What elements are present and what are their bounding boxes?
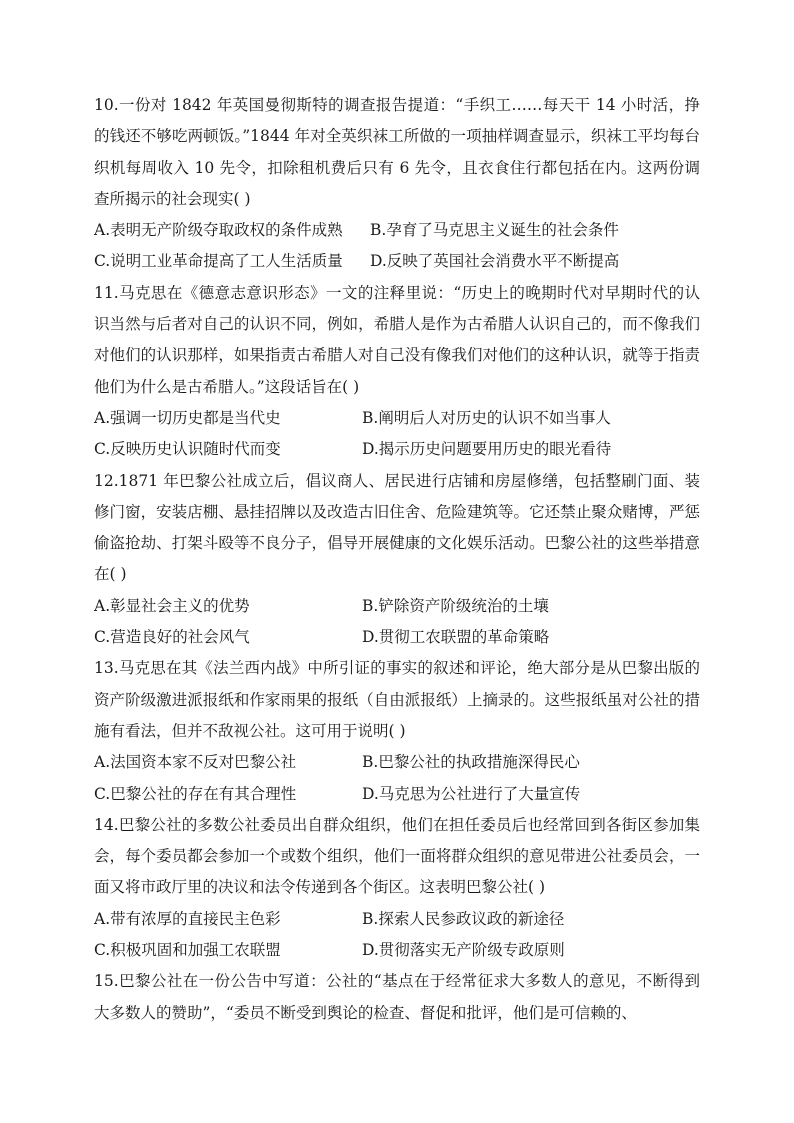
question-11 [94, 278, 700, 466]
question-stem: 12.1871 年巴黎公社成立后，倡议商人、居民进行店铺和房屋修缮，包括整刷门面、装修门窗，安装店棚、悬挂招牌以及改造古旧住舍、危险建筑等。它还禁止聚众赌博，严惩偷盗抢劫、打架斗殴等不良分子，倡导开展健康的文化娱乐活动。巴黎公社的这些举措意在( ) [94, 471, 700, 584]
option-d: D.反映了英国社会消费水平不断提高 [370, 252, 620, 271]
question-stem: 13.马克思在其《法兰西内战》中所引证的事实的叙述和评论，绝大部分是从巴黎出版的资产阶级激进派报纸和作家雨果的报纸（自由派报纸）上摘录的。这些报纸虽对公社的措施有看法，但并不敌视公社。这可用于说明( ) [94, 659, 700, 740]
question-stem: 14.巴黎公社的多数公社委员出自群众组织，他们在担任委员后也经常回到各街区参加集会，每个委员都会参加一个或数个组织，他们一面将群众组织的意见带进公社委员会，一面又将市政厅里的决议和法令传递到各个街区。这表明巴黎公社( ) [94, 815, 700, 897]
answer-options [94, 215, 700, 278]
option-d: D.揭示历史问题要用历史的眼光看待 [362, 440, 612, 459]
option-c: C.积极巩固和加强工农联盟 [94, 941, 281, 960]
option-a: A.带有浓厚的直接民主色彩 [94, 909, 281, 928]
option-a: A.强调一切历史都是当代史 [94, 408, 281, 427]
question-stem: 11.马克思在《德意志意识形态》一文的注释里说：“历史上的晚期时代对早期时代的认识当然与后者对自己的认识不同，例如，希腊人是作为古希腊人认识自己的，而不像我们对他们的认识那样，如果指责古希腊人对自己没有像我们对他们的这种认识，就等于指责他们为什么是古希腊人。”这段话旨在( ) [94, 283, 700, 396]
exam-page [94, 90, 700, 1029]
option-c: C.巴黎公社的存在有其合理性 [94, 784, 297, 803]
question-14 [94, 810, 700, 966]
option-d: D.马克思为公社进行了大量宣传 [362, 784, 581, 803]
option-a: A.彰显社会主义的优势 [94, 596, 250, 615]
option-b: B.铲除资产阶级统治的土壤 [362, 596, 549, 615]
question-stem: 15.巴黎公社在一份公告中写道：公社的“基点在于经常征求大多数人的意见，不断得到大多数人的赞助”，“委员不断受到舆论的检查、督促和批评，他们是可信赖的、 [94, 972, 700, 1022]
option-b: B.阐明后人对历史的认识不如当事人 [362, 408, 611, 427]
answer-options [94, 747, 700, 810]
option-b: B.孕育了马克思主义诞生的社会条件 [370, 221, 619, 240]
question-10 [94, 90, 700, 278]
option-a: A.表明无产阶级夺取政权的条件成熟 [94, 221, 343, 240]
answer-options [94, 904, 700, 967]
question-13 [94, 653, 700, 809]
answer-options [94, 591, 700, 654]
option-b: B.探索人民参政议政的新途径 [362, 909, 565, 928]
question-stem: 10.一份对 1842 年英国曼彻斯特的调查报告提道：“手织工……每天干 14 小时活，挣的钱还不够吃两顿饭。”1844 年对全英织袜工所做的一项抽样调查显示，织袜工平均每台织机每周收入 10 先令，扣除租机费后只有 6 先令，且衣食住行都包括在内。这两份调查所揭示的社会现实( ) [94, 96, 700, 208]
option-c: C.反映历史认识随时代而变 [94, 440, 281, 459]
option-b: B.巴黎公社的执政措施深得民心 [362, 753, 580, 772]
question-15 [94, 966, 700, 1029]
option-d: D.贯彻落实无产阶级专政原则 [362, 941, 565, 960]
option-d: D.贯彻工农联盟的革命策略 [362, 628, 550, 647]
option-c: C.营造良好的社会风气 [94, 628, 250, 647]
option-c: C.说明工业革命提高了工人生活质量 [94, 252, 343, 271]
option-a: A.法国资本家不反对巴黎公社 [94, 753, 297, 772]
question-12 [94, 466, 700, 654]
answer-options [94, 403, 700, 466]
